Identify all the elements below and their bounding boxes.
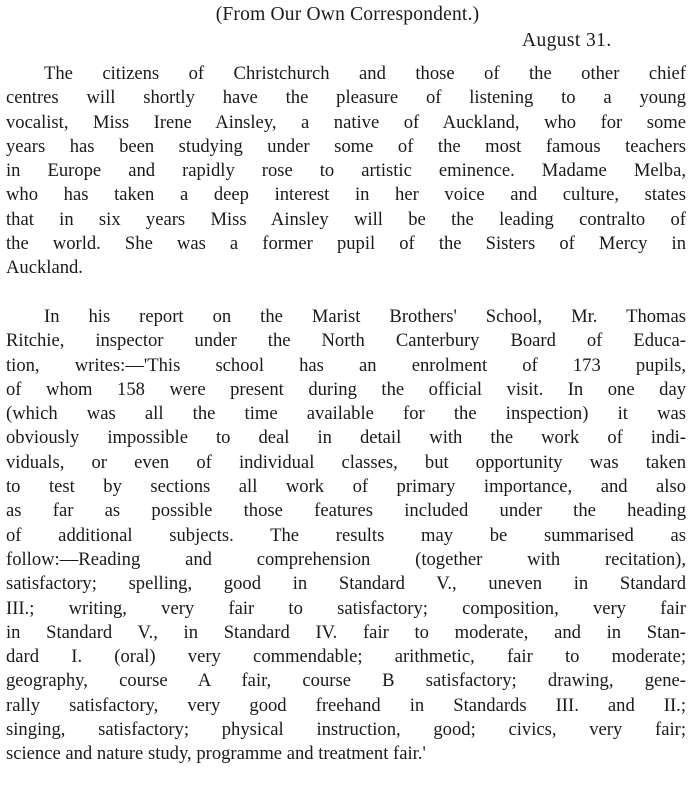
text-line: that in six years Miss Ainsley will be the leading contralto of: [6, 208, 686, 230]
text-line: follow:—Reading and comprehension (together with recitation),: [6, 548, 686, 570]
text-line: who has taken a deep interest in her voice and culture, states: [6, 184, 686, 206]
text-line: rally satisfactory, very good freehand in Standards III. and II.;: [6, 694, 686, 716]
text-line: tion, writes:—'This school has an enrolment of 173 pupils,: [6, 354, 686, 376]
text-line: in Standard V., in Standard IV. fair to moderate, and in Stan-: [6, 621, 686, 643]
text-line: of whom 158 were present during the official visit. In one day: [6, 378, 686, 400]
text-line: in Europe and rapidly rose to artistic eminence. Madame Melba,: [6, 160, 686, 182]
text-line: viduals, or even of individual classes, but opportunity was taken: [6, 451, 686, 473]
article-paragraph-melba: [6, 62, 686, 281]
text-line: geography, course A fair, course B satisfactory; drawing, gene-: [6, 670, 686, 692]
text-line: obviously impossible to deal in detail with the work of indi-: [6, 427, 686, 449]
text-line: to test by sections all work of primary importance, and also: [6, 476, 686, 498]
dateline: August 31.: [522, 30, 612, 51]
text-line: science and nature study, programme and treatment fair.': [6, 743, 426, 765]
text-line: centres will shortly have the pleasure of listening to a young: [6, 87, 686, 109]
text-line: Auckland.: [6, 257, 83, 279]
text-line: singing, satisfactory; physical instruction, good; civics, very fair;: [6, 719, 686, 741]
correspondent-heading: (From Our Own Correspondent.): [215, 4, 480, 25]
text-line: III.; writing, very fair to satisfactory; composition, very fair: [6, 597, 686, 619]
text-line: of additional subjects. The results may be summarised as: [6, 524, 686, 546]
article-paragraph-school-report: [6, 305, 686, 767]
text-line: the world. She was a former pupil of the Sisters of Mercy in: [6, 233, 686, 255]
text-line: (which was all the time available for the inspection) it was: [6, 403, 686, 425]
text-line: as far as possible those features included under the heading: [6, 500, 686, 522]
text-line: In his report on the Marist Brothers' School, Mr. Thomas: [44, 306, 686, 327]
text-line: satisfactory; spelling, good in Standard V., uneven in Standard: [6, 573, 686, 595]
text-line: dard I. (oral) very commendable; arithmetic, fair to moderate;: [6, 646, 686, 668]
text-line: Ritchie, inspector under the North Canterbury Board of Educa-: [6, 330, 686, 352]
text-line: The citizens of Christchurch and those of the other chief: [44, 63, 686, 84]
text-line: vocalist, Miss Irene Ainsley, a native of Auckland, who for some: [6, 111, 686, 133]
text-line: years has been studying under some of the most famous teachers: [6, 135, 686, 157]
